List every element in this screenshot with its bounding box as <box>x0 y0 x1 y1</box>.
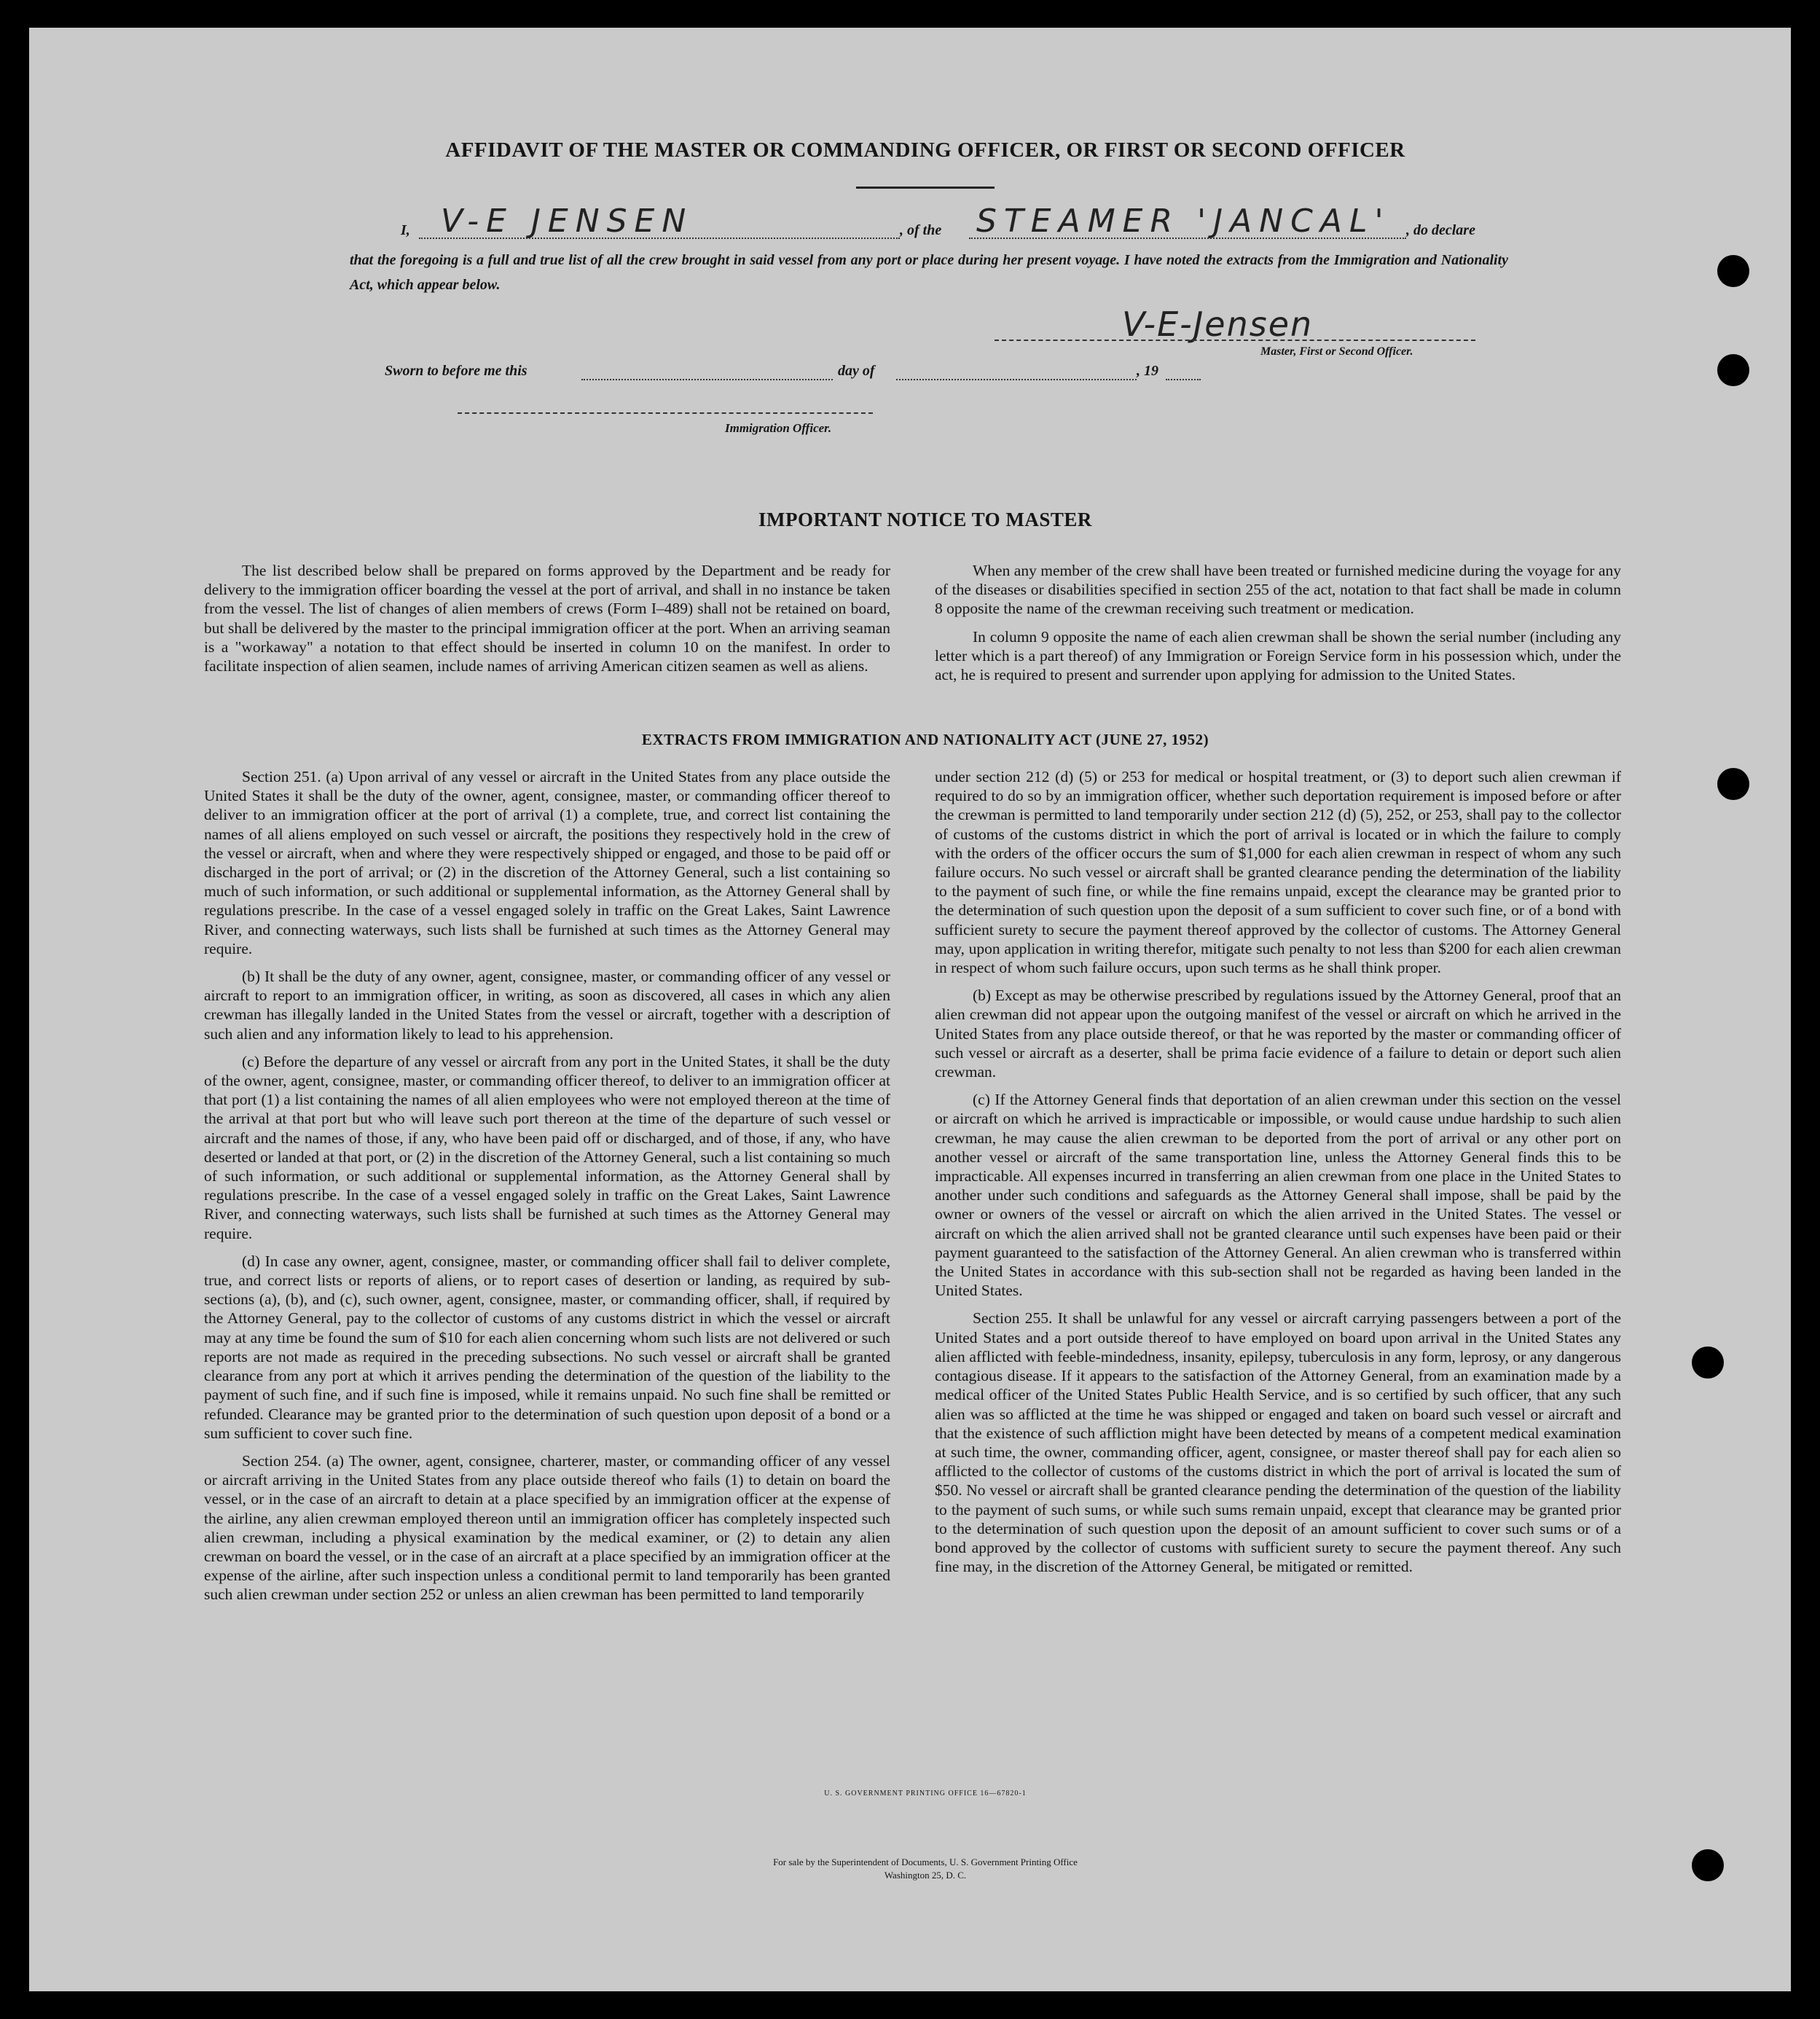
section-254-b: (b) Except as may be otherwise prescribed by regulations issued by the Attorney General, proof that an alien crewman did not appear upon the outgoing manifest of the vessel or aircraft on which he arrived in the United States from any place outside thereof, or that he was reported by the master or commanding officer of such vessel or aircraft as a deserter, shall be prima facie evidence of a failure to detain or deport such alien crewman. <box>935 987 1621 1081</box>
extracts-right-column <box>935 767 1621 1585</box>
declaration-text: that the foregoing is a full and true list of all the crew brought in said vessel from any port or place during her present voyage. I have noted the extracts from the Immigration and Nationality Act, which appear below. <box>350 252 1508 293</box>
signature-caption: Master, First or Second Officer. <box>1260 345 1413 358</box>
notice-right-paragraph-1: When any member of the crew shall have been treated or furnished medicine during the voyage for any of the diseases or disabilities specified in section 255 of the act, notation to that fact shall be made in column 8 opposite the name of the crewman receiving such treatment or medication. <box>935 562 1621 618</box>
notice-left-column <box>204 561 890 684</box>
officer-line <box>458 412 873 414</box>
section-251-d: (d) In case any owner, agent, consignee, master, or commanding officer shall fail to deliver complete, true, and correct lists or reports of aliens, or to report cases of desertion or landing, as required by sub-sections (a), (b), and (c), such owner, agent, consignee, master, or commanding officer, shall, if required by the Attorney General, pay to the collector of customs of any customs district in which the vessel or aircraft may at any time be found the sum of $10 for each alien concerning whom such lists are not delivered or such reports are not made as required in the preceding subsections. No such vessel or aircraft shall be granted clearance from any port at which it arrives pending the determination of the question of the liability to the payment of such fine, and if such fine is imposed, while it remains unpaid. No such fine shall be remitted or refunded. Clearance may be granted prior to the determination of such question upon deposit of a bond or a sum sufficient to cover such fine. <box>204 1252 890 1442</box>
binder-hole <box>1692 1346 1724 1379</box>
day-of-label: day of <box>838 363 875 379</box>
signature-line <box>995 340 1475 341</box>
binder-hole <box>1717 255 1749 287</box>
section-251-b: (b) It shall be the duty of any owner, agent, consignee, master, or commanding officer of any vessel or aircraft to report to an immigration officer, in writing, as soon as discovered, all cases in which any alien crewman has illegally landed in the United States from the vessel or aircraft, together with a description of such alien and any information likely to lead to his apprehension. <box>204 968 890 1043</box>
for-sale-line-1: For sale by the Superintendent of Documents, U. S. Government Printing Office <box>773 1857 1078 1867</box>
sworn-day-line <box>581 379 833 380</box>
printing-office-imprint: U. S. GOVERNMENT PRINTING OFFICE 16—67820-1 <box>824 1789 1027 1798</box>
sworn-year-line <box>1166 379 1201 380</box>
section-254-c: (c) If the Attorney General finds that deportation of an alien crewman under this section on the vessel or aircraft on which he arrived is impracticable or impossible, or would cause undue hardship to such alien crewman, he may cause the alien crewman to be deported from the port of arrival or any other port on another vessel or aircraft of the same transportation line, unless the Attorney General finds this to be impracticable. All expenses incurred in transferring an alien crewman from one place in the United States to another under such conditions and safeguards as the Attorney General shall impose, shall be paid by the owner or owners of the vessel or aircraft on which the alien arrived in the United States. The vessel or aircraft on which the alien arrived shall not be granted clearance until such expenses have been paid or their payment guaranteed to the satisfaction of the Attorney General. An alien crewman who is transferred within the United States in accordance with this sub-section shall not be regarded as having been landed in the United States. <box>935 1091 1621 1300</box>
sworn-label: Sworn to before me this <box>385 363 527 379</box>
name-line <box>419 238 900 239</box>
notice-right-paragraph-2: In column 9 opposite the name of each alien crewman shall be shown the serial number (including any letter which is a part thereof) of any Immigration or Foreign Service form in his possession which, under the act, he is required to present and surrender upon applying for admission to the United States. <box>935 627 1621 684</box>
immigration-officer-label: Immigration Officer. <box>725 421 832 435</box>
section-254-a: Section 254. (a) The owner, agent, consignee, charterer, master, or commanding officer of any vessel or aircraft arriving in the United States from any place outside thereof who fails (1) to detain on board the vessel, or in the case of an aircraft to detain at a place specified by an immigration officer at the expense of the airline, any alien crewman employed thereon until an immigration officer has completely inspected such alien crewman, including a physical examination by the medical examiner, or (2) to detain any alien crewman on board the vessel, or in the case of an aircraft at a place specified by an immigration officer at the expense of the airline, after such inspection unless a conditional permit to land temporarily has been granted such alien crewman under section 252 or unless an alien crewman has been permitted to land temporarily <box>204 1451 890 1604</box>
declare-label: , do declare <box>1406 222 1475 238</box>
section-251-c: (c) Before the departure of any vessel or aircraft from any port in the United States, it shall be the duty of the owner, agent, consignee, master, or commanding officer thereof, to deliver to an immigration officer at that port (1) a list containing the names of all alien employees who were not employed thereon at the time of the arrival at that port but who will leave such port thereon at the time of the departure of such vessel or aircraft and the names of those, if any, who have been paid off or discharged, and of those, if any, who have deserted or landed at that port, or (2) in the discretion of the Attorney General, such a list containing so much of such information, or such additional or supplemental information, as the Attorney General shall by regulations prescribe. In the case of a vessel engaged solely in traffic on the Great Lakes, Saint Lawrence River, and connecting waterways, such lists shall be furnished at such times as the Attorney General may require. <box>204 1052 890 1242</box>
extracts-left-column <box>204 767 890 1613</box>
section-254-a-continued: under section 212 (d) (5) or 253 for medical or hospital treatment, or (3) to deport such alien crewman if required to do so by an immigration officer, whether such deportation requirement is imposed before or after the crewman is permitted to land temporarily under section 212 (d) (5), 252, or 253, shall pay to the collector of customs of the customs district in which the port of arrival is located or in which the failure to comply with the orders of the officer occurs the sum of $1,000 for each alien crewman in respect of whom any such failure occurs. No such vessel or aircraft shall be granted clearance pending the determination of the liability to the payment of such fine, or while the fine remains unpaid, except the clearance may be granted prior to the determination of such question upon the deposit of a sum sufficient to cover such fine, or of a bond with sufficient surety to secure the payment thereof approved by the collector of customs. The Attorney General may, upon application in writing therefor, mitigate such penalty to not less than $200 for each alien crewman in respect of whom such failure occurs, upon such terms as he shall think proper. <box>935 768 1621 977</box>
section-255: Section 255. It shall be unlawful for any vessel or aircraft carrying passengers between a port of the United States and a port outside thereof to have employed on board upon arrival in the United States any alien afflicted with feeble-mindedness, insanity, epilepsy, tuberculosis in any form, leprosy, or any dangerous contagious disease. If it appears to the satisfaction of the Attorney General, from an examination made by a medical officer of the United States Public Health Service, and is so certified by such officer, that any such alien was so afflicted at the time he was shipped or engaged and taken on board such vessel or aircraft and that the existence of such affliction might have been detected by means of a competent medical examination at such time, the owner, commanding officer, agent, consignee, or master thereof shall pay for each alien so afflicted to the collector of customs of the customs district in which the port of arrival is located the sum of $50. No vessel or aircraft shall be granted clearance pending the determination of the question of the liability to the payment of such sums, or while such sums remain unpaid, except that clearance may be granted prior to the determination of such question upon the deposit of an amount sufficient to cover such sums or of a bond approved by the collector of customs with sufficient surety to secure the payment thereof. Any such fine may, in the discretion of the Attorney General, be mitigated or remitted. <box>935 1309 1621 1576</box>
vessel-line <box>969 238 1406 239</box>
vessel-name[interactable]: STEAMER 'JANCAL' <box>976 203 1391 240</box>
section-251-a: Section 251. (a) Upon arrival of any vessel or aircraft in the United States from any place outside the United States it shall be the duty of the owner, agent, consignee, master, or commanding officer thereof to deliver to an immigration officer at the port of arrival (1) a complete, true, and correct list containing the names of all aliens employed on such vessel or aircraft, the positions they respectively hold in the crew of the vessel or aircraft, when and where they were respectively shipped or engaged, and those to be paid off or discharged in the port of arrival; or (2) in the discretion of the Attorney General, such a list containing so much of such information, or such additional or supplemental information, as the Attorney General shall by regulations prescribe. In the case of a vessel engaged solely in traffic on the Great Lakes, Saint Lawrence River, and connecting waterways, such lists shall be furnished at such times as the Attorney General may require. <box>204 768 890 957</box>
year-label: , 19 <box>1137 363 1158 379</box>
binder-hole <box>1717 354 1749 386</box>
of-the-label: , of the <box>900 222 942 238</box>
notice-left-paragraph: The list described below shall be prepared on forms approved by the Department and be ready for delivery to the immigration officer boarding the vessel at the port of arrival, and shall in no instance be taken from the vessel. The list of changes of alien members of crews (Form I–489) shall not be retained on board, but shall be delivered by the master to the principal immigration officer at the port. When an arriving seaman is a "workaway" a notation to that effect should be inserted in column 10 on the manifest. In order to facilitate inspection of alien seamen, include names of arriving American citizen seamen as well as aliens. <box>204 562 890 675</box>
master-signature[interactable]: V-E-Jensen <box>1122 305 1314 344</box>
notice-right-column <box>935 561 1621 693</box>
sworn-month-line <box>896 379 1137 380</box>
binder-hole <box>1717 768 1749 800</box>
affidavit-heading: AFFIDAVIT OF THE MASTER OR COMMANDING OFFICER, OR FIRST OR SECOND OFFICER <box>445 138 1405 162</box>
extracts-heading: EXTRACTS FROM IMMIGRATION AND NATIONALITY ACT (JUNE 27, 1952) <box>641 731 1209 748</box>
i-label: I, <box>401 222 410 238</box>
notice-heading: IMPORTANT NOTICE TO MASTER <box>758 509 1092 530</box>
for-sale-line-2: Washington 25, D. C. <box>884 1870 967 1881</box>
form-page <box>29 28 1791 1991</box>
master-name[interactable]: V-E JENSEN <box>441 203 694 240</box>
heading-rule <box>856 187 995 189</box>
